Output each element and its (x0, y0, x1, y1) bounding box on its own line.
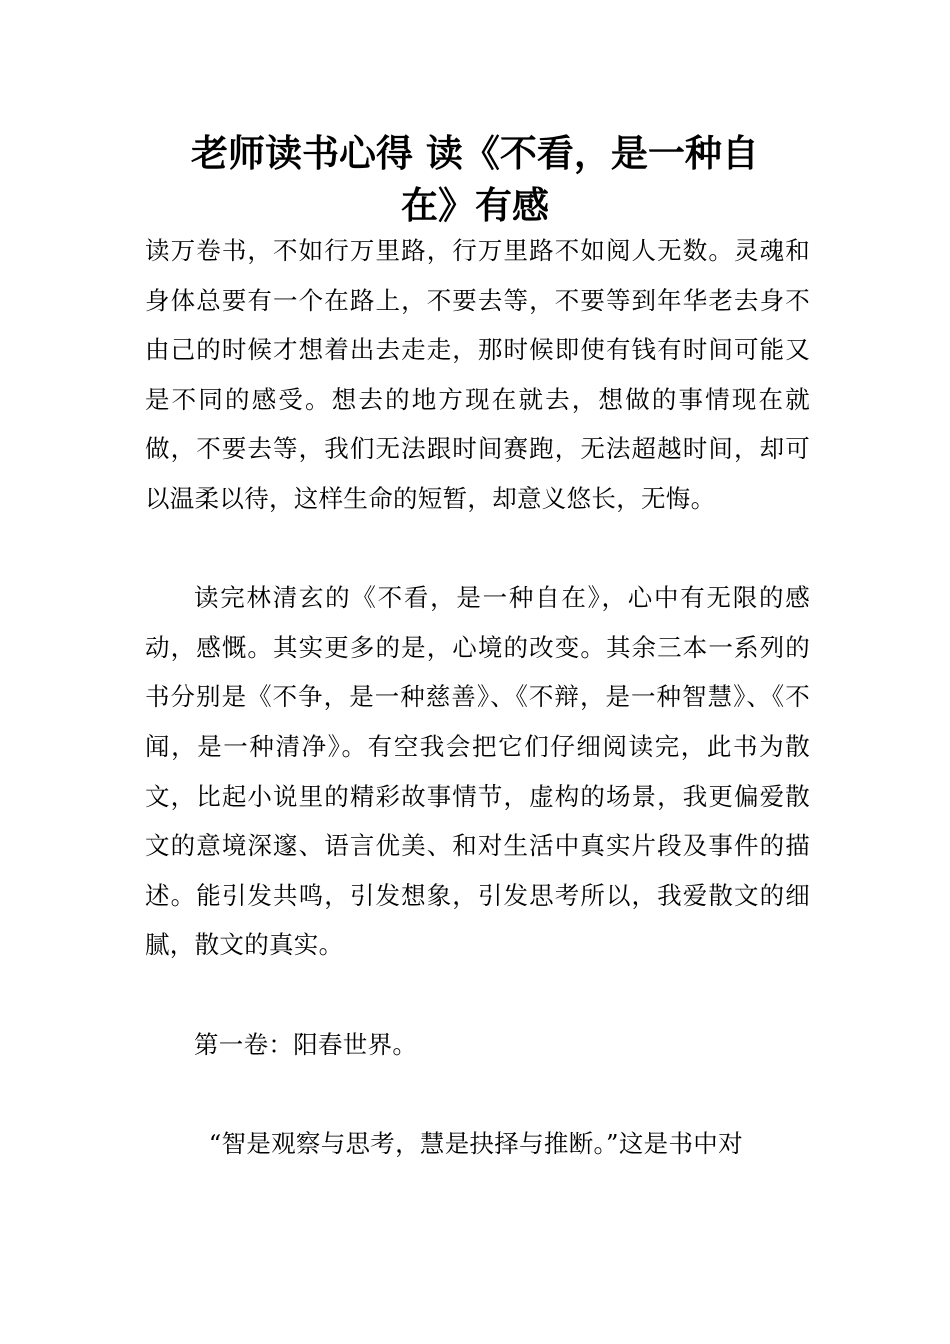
title-line-2: 在》有感 (401, 184, 549, 227)
title-line-1: 老师读书心得 读《不看，是一种自 (191, 132, 759, 175)
paragraph-4: “智是观察与思考，慧是抉择与推断。”这是书中对 (208, 1128, 743, 1158)
paragraph-1: 读万卷书，不如行万里路，行万里路不如阅人无数。灵魂和身体总要有一个在路上，不要去等，不要等到年华老去身不由己的时候才想着出去走走，那时候即使有钱有时间可能又是不同的感受。想去的地方现在就去，想做的事情现在就做，不要去等，我们无法跟时间赛跑，无法超越时间，却可以温柔以待，这样生命的短暂，却意义悠长，无悔。 (145, 236, 810, 513)
paragraph-3: 第一卷：阳春世界。 (194, 1029, 418, 1059)
document-title (140, 128, 810, 232)
document-body (145, 226, 810, 1168)
paragraph-2: 读完林清玄的《不看，是一种自在》，心中有无限的感动，感慨。其实更多的是，心境的改变。其余三本一系列的书分别是《不争，是一种慈善》、《不辩，是一种智慧》、《不闻，是一种清净》。有空我会把它们仔细阅读完，此书为散文，比起小说里的精彩故事情节，虚构的场景，我更偏爱散文的意境深邃、语言优美、和对生活中真实片段及事件的描述。能引发共鸣，引发想象，引发思考所以，我爱散文的细腻，散文的真实。 (145, 583, 810, 960)
